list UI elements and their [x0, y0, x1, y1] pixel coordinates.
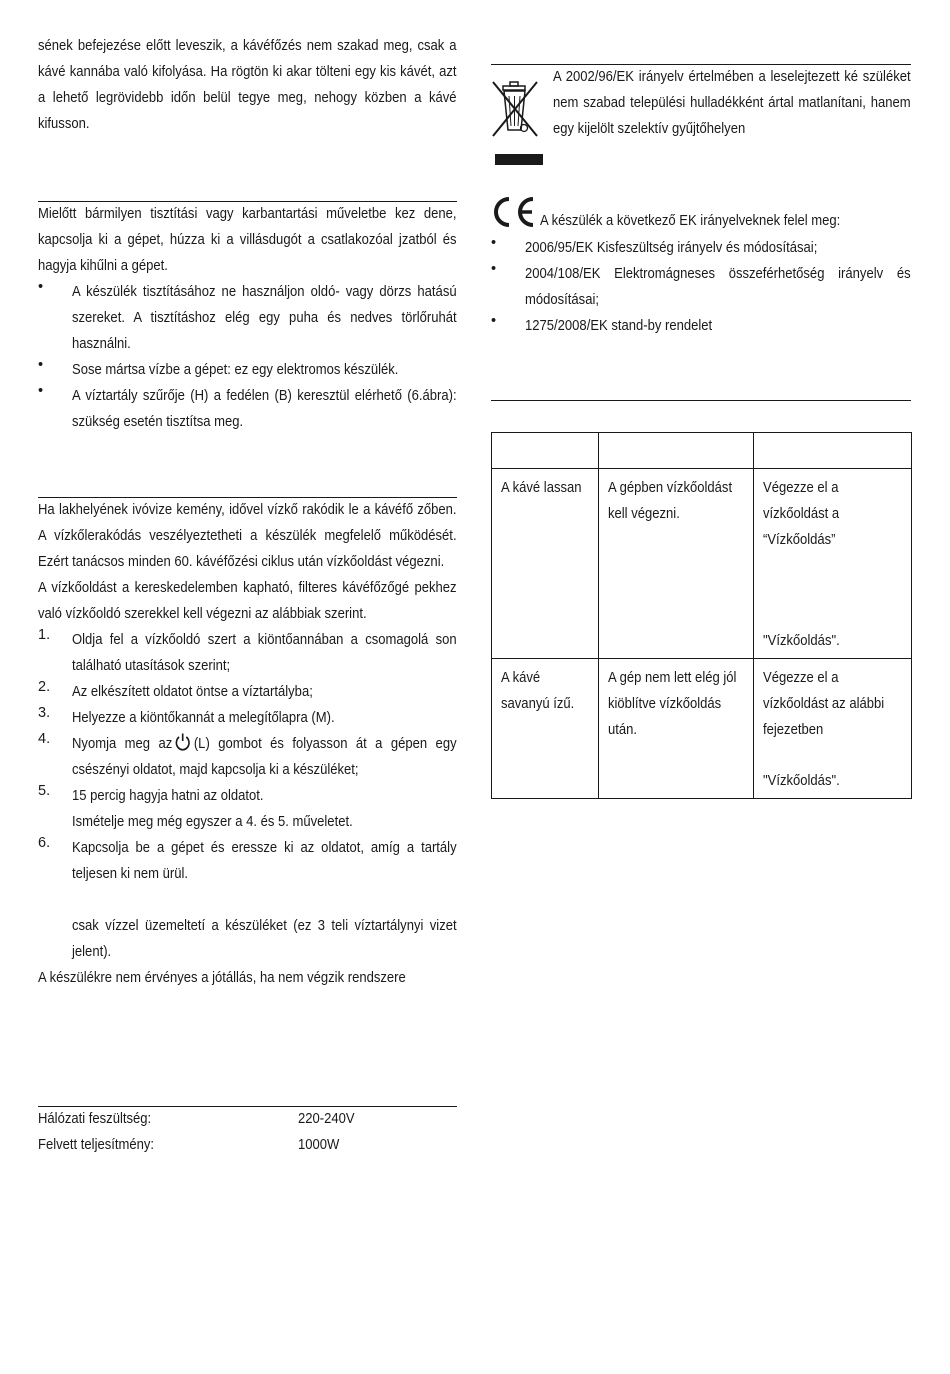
ce-section	[491, 195, 911, 339]
step-text: Az elkészített oldatot öntse a víztartályba;	[72, 684, 313, 700]
ce-mark-icon	[491, 195, 537, 229]
rinse-note	[38, 913, 457, 965]
bullet-mark: •	[38, 383, 44, 399]
bullet-mark: •	[491, 261, 497, 277]
spec-row	[38, 1106, 457, 1132]
bullet-mark: •	[38, 357, 44, 373]
power-icon	[174, 732, 192, 752]
bullet-mark: •	[38, 279, 44, 295]
spec-row	[38, 1132, 457, 1158]
list-item	[38, 679, 457, 705]
solution-end: "Vízkőoldás".	[763, 773, 840, 789]
table-row	[492, 659, 912, 799]
step-text: Oldja fel a vízkőoldó szert a kiöntőannában a csomagolá son található utasítások szerint;	[72, 632, 457, 674]
list-item-text: Sose mártsa vízbe a gépet: ez egy elektromos készülék.	[72, 362, 399, 378]
list-item-text: A készülék tisztításához ne használjon oldó- vagy dörzs hatású szereket. A tisztításhoz elég egy puha és nedves törlőruhát használni.	[72, 284, 457, 352]
solution-cell	[754, 469, 912, 659]
problem-cell: A kávé savanyú ízű.	[492, 659, 599, 799]
step-number: 4.	[38, 731, 51, 747]
table-row	[492, 469, 912, 659]
list-item	[38, 731, 457, 783]
solution-text: Végezze el a vízkőoldást a “Vízkőoldás”	[763, 480, 840, 548]
list-item	[38, 835, 457, 887]
list-item	[38, 705, 457, 731]
ce-text: A készülék a következő EK irányelveknek felel meg:	[540, 213, 841, 229]
left-column	[38, 33, 457, 137]
cleaning-intro: Mielőtt bármilyen tisztítási vagy karbantartási műveletbe kez dene, kapcsolja ki a gépet, húzza ki a villásdugót a csatlakozóal jzatból és hagyja kihűlni a gépet.	[38, 206, 457, 274]
descaling-section	[38, 497, 457, 991]
troubleshooting-section	[491, 432, 911, 799]
descaling-steps	[38, 627, 457, 887]
list-item	[38, 783, 457, 835]
crossed-bin-icon	[491, 78, 543, 168]
step-text-repeat: Ismételje meg még egyszer a 4. és 5. műveletet.	[72, 814, 353, 830]
list-item	[38, 627, 457, 679]
step-text: Helyezze a kiöntőkannát a melegítőlapra (M).	[72, 710, 335, 726]
ce-text-wrap	[540, 208, 874, 234]
bullet-mark: •	[491, 313, 497, 329]
table-header-cell	[599, 433, 754, 469]
bullet-mark: •	[491, 235, 497, 251]
step-number: 1.	[38, 627, 51, 643]
troubleshooting-table	[491, 432, 912, 799]
step-text: Kapcsolja be a gépet és eressze ki az oldatot, amíg a tartály teljesen ki nem ürül.	[72, 840, 457, 882]
spec-label: Felvett teljesítmény:	[38, 1137, 155, 1153]
directive-text: 1275/2008/EK stand-by rendelet	[525, 318, 713, 334]
spec-value: 1000W	[298, 1137, 340, 1153]
disposal-text-wrap	[553, 64, 911, 142]
list-item	[38, 383, 457, 435]
solution-cell	[754, 659, 912, 799]
solution-text: Végezze el a vízkőoldást az alábbi fejezetben	[763, 670, 885, 738]
step-number: 6.	[38, 835, 51, 851]
spec-value: 220-240V	[298, 1111, 355, 1127]
list-item	[491, 313, 911, 339]
disposal-text: A 2002/96/EK irányelv értelmében a leselejtezett ké szüléket nem szabad települési hulladékként ártal matlanítani, hanem egy kijelölt szelektív gyűjtőhelyen	[553, 69, 911, 137]
cause-cell: A gép nem lett elég jól kiöblítve vízkőoldás után.	[599, 659, 754, 799]
step-text: 15 percig hagyja hatni az oldatot.	[72, 788, 264, 804]
step-number: 3.	[38, 705, 51, 721]
rinse-note-text: csak vízzel üzemeltetí a készüléket (ez 3 teli víztartálynyi vizet jelent).	[72, 918, 457, 960]
warranty-note: A készülékre nem érvényes a jótállás, ha nem végzik rendszere	[38, 970, 406, 986]
problem-cell: A kávé lassan	[492, 469, 599, 659]
step-number: 2.	[38, 679, 51, 695]
step-number: 5.	[38, 783, 51, 799]
spec-label: Hálózati feszültség:	[38, 1111, 152, 1127]
descaling-intro: Ha lakhelyének ivóvize kemény, idővel vízkő rakódik le a kávéfő zőben. A vízkőlerakódás veszélyeztetheti a készülék megfelelő működését. Ezért tanácsos minden 60. kávéfőzési ciklus után vízkőoldást végezni.	[38, 502, 457, 570]
list-item	[38, 357, 457, 383]
step-text-before: Nyomja meg az	[72, 736, 173, 752]
table-header-cell	[754, 433, 912, 469]
directive-text: 2004/108/EK Elektromágneses összeférhetőség irányelv és módosításai;	[525, 266, 911, 308]
cause-cell: A gépben vízkőoldást kell végezni.	[599, 469, 754, 659]
step-text	[72, 731, 457, 783]
list-item	[491, 235, 911, 261]
descaling-method: A vízkőoldást a kereskedelemben kapható, filteres kávéfőzőgé pekhez való vízkőoldó szerekkel kell végezni az alábbiak szerint.	[38, 580, 457, 622]
directives-list	[491, 235, 911, 339]
table-header-row	[492, 433, 912, 469]
step-text-after: (L) gombot és folyasson át a gépen egy csészényi oldatot, majd kapcsolja ki a készüléket;	[72, 736, 457, 778]
list-item	[38, 279, 457, 357]
troubleshooting-section-rule	[491, 400, 911, 401]
list-item-text: A víztartály szűrője (H) a fedélen (B) keresztül elérhető (6.ábra): szükség esetén tisztítsa meg.	[72, 388, 457, 430]
table-header-cell	[492, 433, 599, 469]
cleaning-section	[38, 201, 457, 435]
disposal-section	[491, 64, 911, 142]
cleaning-bullet-list	[38, 279, 457, 435]
solution-end: "Vízkőoldás".	[763, 633, 840, 649]
list-item	[491, 261, 911, 313]
ce-line	[491, 195, 911, 235]
specs-section	[38, 1106, 457, 1158]
intro-paragraph: sének befejezése előtt leveszik, a kávéfőzés nem szakad meg, csak a kávé kannába való kifolyása. Ha rögtön ki akar tölteni egy kis kávét, azt a lehető legrövidebb időn belül tegye meg, nehogy közben a kávé kifusson.	[38, 38, 457, 132]
directive-text: 2006/95/EK Kisfeszültség irányelv és módosításai;	[525, 240, 818, 256]
